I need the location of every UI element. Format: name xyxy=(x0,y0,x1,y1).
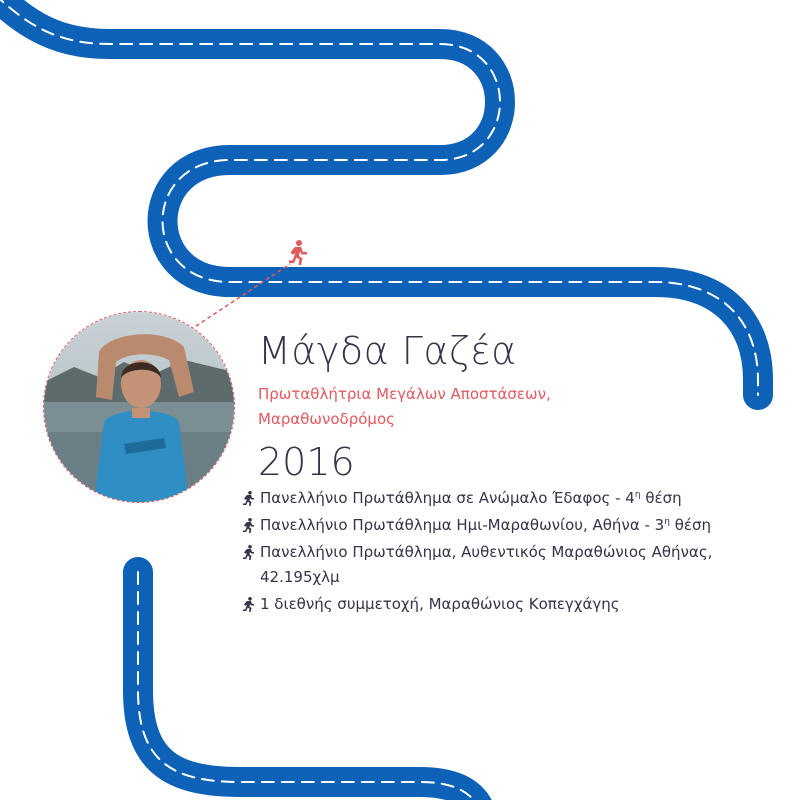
runner-bullet-icon xyxy=(242,597,254,612)
subtitle-line-1: Πρωταθλήτρια Μεγάλων Αποστάσεων, xyxy=(258,385,551,403)
achievements-list xyxy=(240,486,780,619)
profile-photo xyxy=(43,311,235,503)
achievement-ordinal: η xyxy=(634,490,641,500)
list-item xyxy=(240,592,780,617)
achievement-text: Πανελλήνιο Πρωτάθλημα Ημι-Μαραθωνίου, Αθήνα - 3 xyxy=(260,516,665,534)
achievement-text: Πανελλήνιο Πρωτάθλημα, Αυθεντικός Μαραθώνιος Αθήνας, xyxy=(260,543,713,561)
achievement-tail: θέση xyxy=(640,489,682,507)
year-heading: 2016 xyxy=(258,440,355,484)
achievement-ordinal: η xyxy=(664,517,670,527)
achievement-tail: θέση xyxy=(669,516,711,534)
achievement-text-line-2: 42.195χλμ xyxy=(260,568,340,586)
subtitle-line-2: Μαραθωνοδρόμος xyxy=(258,410,395,428)
athlete-name: Μάγδα Γαζέα xyxy=(258,329,517,373)
list-item xyxy=(240,540,780,590)
list-item xyxy=(240,486,780,511)
runner-bullet-icon xyxy=(242,491,254,506)
runner-bullet-icon xyxy=(242,518,254,533)
runner-bullet-icon xyxy=(242,545,254,560)
athlete-subtitle xyxy=(258,382,618,432)
achievement-text: 1 διεθνής συμμετοχή, Μαραθώνιος Κοπεγχάγης xyxy=(260,595,620,613)
runner-icon xyxy=(289,240,307,265)
list-item xyxy=(240,513,780,538)
achievement-text: Πανελλήνιο Πρωτάθλημα σε Ανώμαλο Έδαφος - 4 xyxy=(260,489,635,507)
